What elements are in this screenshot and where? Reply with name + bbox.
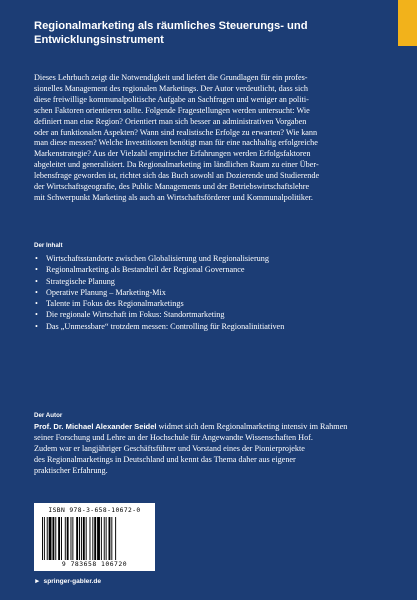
intro-line: der Wirtschaftsgeografie, des Public Managements und der Betriebswirtschaftslehre [34, 182, 310, 192]
list-item [34, 309, 284, 320]
contents-heading: Der Inhalt [34, 242, 63, 249]
bullet-icon: • [35, 310, 38, 320]
list-item [34, 276, 284, 287]
arrow-icon: ► [34, 578, 41, 585]
intro-line: schen Faktoren orientieren sollte. Folgende Fragestellungen werden untersucht: Wie [34, 105, 310, 115]
author-heading: Der Autor [34, 412, 63, 419]
list-item [34, 264, 284, 275]
intro-line: man diese messen? Welche Investitionen benötigt man für eine nachhaltig erfolgreiche [34, 138, 318, 148]
bullet-icon: • [35, 265, 38, 275]
list-item [34, 298, 284, 309]
bullet-icon: • [35, 287, 38, 297]
intro-line: sionelles Management des regionalen Marketings. Der Autor verdeutlicht, dass sich [34, 83, 308, 93]
bullet-icon: • [35, 321, 38, 331]
intro-line: abgeleitet und generalisiert. Da Regionalmarketing im ländlichen Raum zu einer Über- [34, 160, 319, 170]
intro-line: diese freiwillige kommunalpolitische Aufgabe an Sachfragen und weniger an politi- [34, 94, 309, 104]
list-item [34, 287, 284, 298]
list-item-text: Talente im Fokus des Regionalmarketings [46, 299, 184, 309]
author-name: Prof. Dr. Michael Alexander Seidel [34, 422, 157, 431]
contents-list [34, 253, 284, 332]
list-item-text: Das „Unmessbare“ trotzdem messen: Controlling für Regionalinitiativen [46, 321, 285, 331]
book-title [34, 19, 374, 47]
intro-line: Markenstrategie? Aus der Vielzahl empirischer Erfahrungen werden Erfolgsfaktoren [34, 149, 311, 159]
barcode-number: 9 783658 106720 [61, 560, 128, 568]
intro-line: definiert man eine Region? Orientiert man sich besser an administrativen Vorgaben [34, 116, 307, 126]
author-line-text: widmet sich dem Regionalmarketing intensiv im Rahmen [156, 422, 348, 431]
list-item [34, 253, 284, 264]
list-item-text: Strategische Planung [46, 276, 115, 286]
author-line: des Regionalmarketings in Deutschland und kennt das Thema daher aus eigener [34, 454, 296, 464]
author-line [34, 422, 392, 433]
publisher-footer [34, 578, 101, 585]
barcode-box [34, 503, 155, 571]
intro-line: lebensfrage geworden ist, richtet sich das Buch sowohl an Dozierende und Studierende [34, 171, 320, 181]
list-item-text: Regionalmarketing als Bestandteil der Regional Governance [46, 265, 245, 275]
publisher-url: springer-gabler.de [43, 578, 102, 585]
title-line: Entwicklungsinstrument [34, 34, 164, 46]
author-line: praktischer Erfahrung. [34, 465, 108, 475]
intro-line: mit Schwerpunkt Marketing als auch an Wirtschaftsförderer und Kommunalpolitiker. [34, 192, 313, 202]
list-item-text: Wirtschaftsstandorte zwischen Globalisierung und Regionalisierung [46, 254, 269, 263]
list-item-text: Operative Planung – Marketing-Mix [46, 287, 166, 297]
intro-text [34, 73, 392, 204]
list-item-text: Die regionale Wirtschaft im Fokus: Standortmarketing [46, 310, 225, 320]
title-line: Regionalmarketing als räumliches Steuerungs- und [34, 20, 308, 32]
bullet-icon: • [35, 299, 38, 309]
bullet-icon: • [35, 254, 38, 263]
intro-line: oder an funktionalen Aspekten? Wann sind realistische Erfolge zu erwarten? Wie kann [34, 127, 318, 137]
author-line: Zudem war er langjähriger Geschäftsführer und Vorstand eines der Pionierprojekte [34, 443, 305, 453]
author-line: seiner Forschung und Lehre an der Hochschule für Angewandte Wissenschaften Hof. [34, 432, 313, 442]
intro-line: Dieses Lehrbuch zeigt die Notwendigkeit und liefert die Grundlagen für ein profes- [34, 73, 308, 82]
author-bio [34, 422, 392, 477]
accent-bar [398, 0, 417, 46]
bullet-icon: • [35, 276, 38, 286]
isbn-label: ISBN 978-3-658-10672-0 [48, 507, 141, 514]
list-item [34, 321, 284, 332]
barcode-bars [42, 517, 147, 560]
